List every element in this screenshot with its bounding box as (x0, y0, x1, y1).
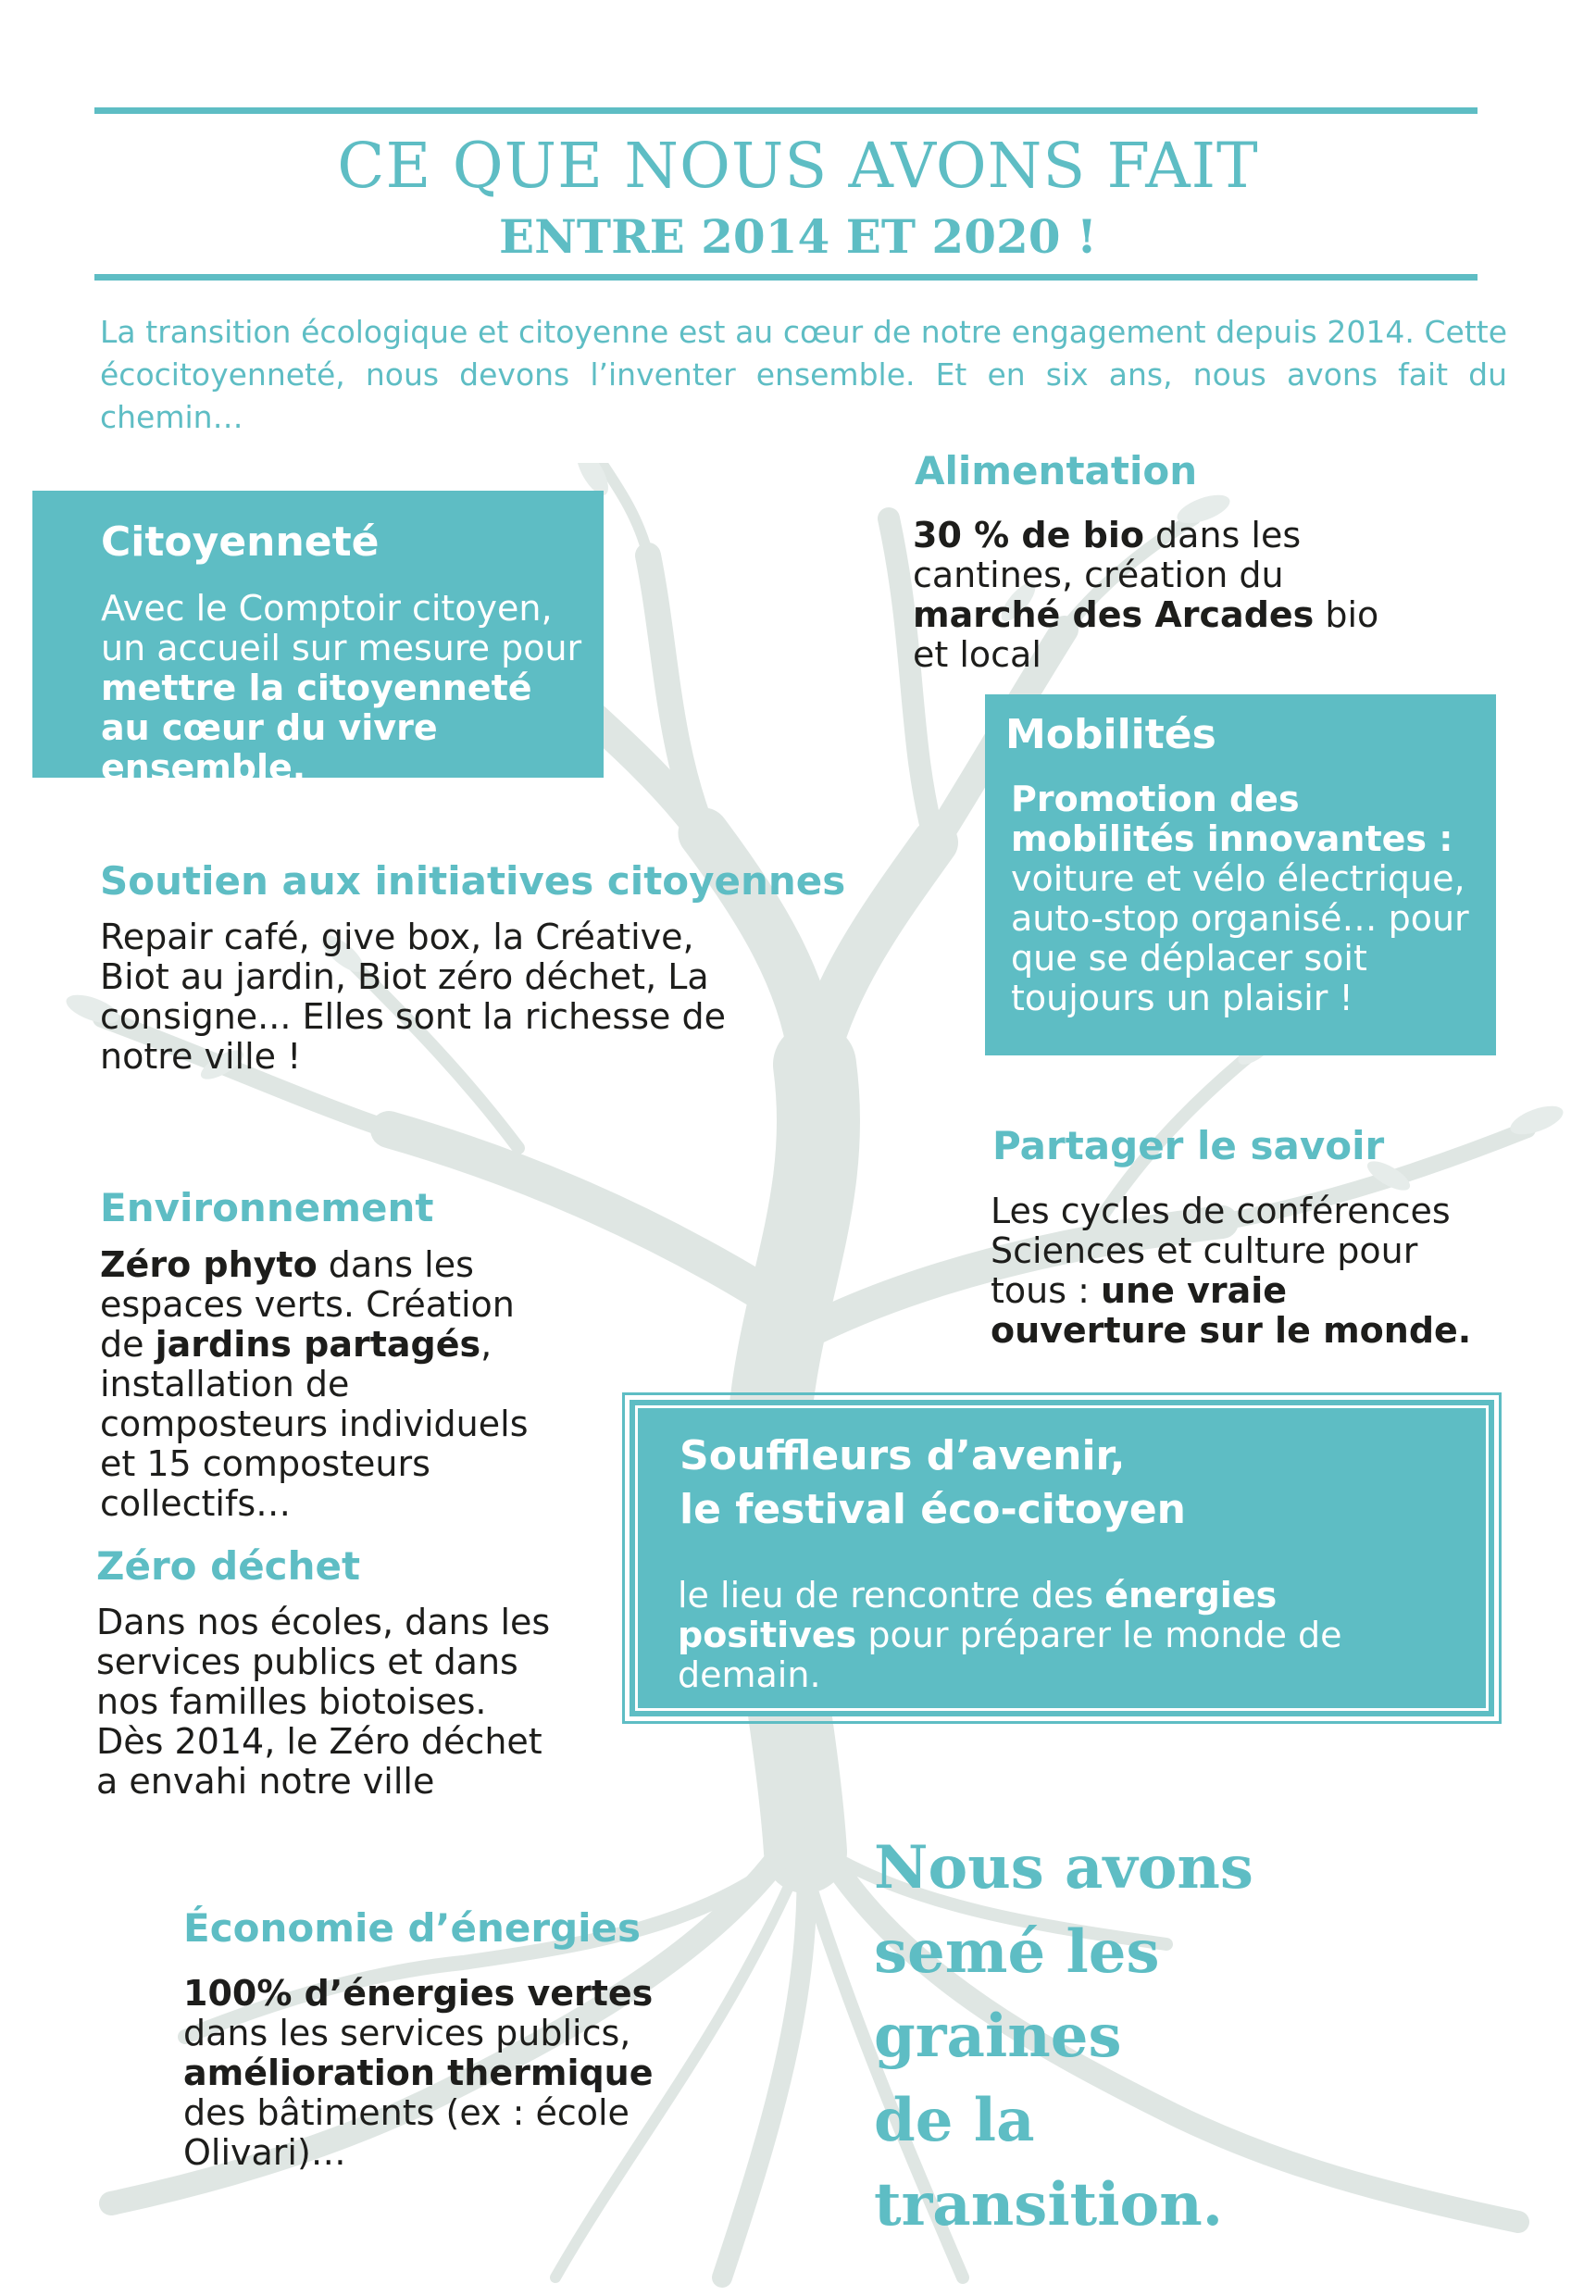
soutien-heading: Soutien aux initiatives citoyennes (100, 858, 846, 904)
page-subtitle: ENTRE 2014 ET 2020 ! (499, 209, 1097, 264)
citoyennete-heading: Citoyenneté (101, 518, 380, 566)
partager-text: Les cycles de conférences Sciences et culture pour tous : une vraie ouverture sur le monde. (991, 1191, 1472, 1351)
economie-text: 100% d’énergies vertes dans les services publics, amélioration thermique des bâtiments (ex : école Olivari)… (183, 1973, 654, 2173)
zero-dechet-heading: Zéro déchet (96, 1543, 361, 1589)
citoyennete-text: Avec le Comptoir citoyen, un accueil sur mesure pour mettre la citoyenneté au cœur du vivre ensemble. (101, 588, 582, 788)
economie-heading: Économie d’énergies (183, 1905, 642, 1951)
alimentation-heading: Alimentation (915, 448, 1198, 493)
slogan: Nous avons semé les graines de la transition. (874, 1833, 1253, 2240)
souffleurs-box (630, 1400, 1494, 1716)
soutien-text: Repair café, give box, la Créative, Biot au jardin, Biot zéro déchet, La consigne... Elles sont la richesse de notre ville ! (100, 917, 726, 1077)
partager-heading: Partager le savoir (992, 1123, 1385, 1168)
mobilites-text: Promotion des mobilités innovantes : voiture et vélo électrique, auto-stop organisé… pour que se déplacer soit toujours un plaisir ! (1011, 779, 1469, 1018)
souffleurs-heading: Souffleurs d’avenir, le festival éco-citoyen (680, 1432, 1186, 1533)
top-rule (94, 107, 1478, 114)
intro-text: La transition écologique et citoyenne est au cœur de notre engagement depuis 2014. Cette écocitoyenneté, nous devons l’inventer ensemble. Et en six ans, nous avons fait du chemin… (100, 314, 1507, 435)
mobilites-box (985, 694, 1496, 1055)
zero-dechet-text: Dans nos écoles, dans les services publics et dans nos familles biotoises. Dès 2014, le Zéro déchet a envahi notre ville (96, 1602, 551, 1802)
souffleurs-text: le lieu de rencontre des énergies positives pour préparer le monde de demain. (678, 1575, 1342, 1695)
page-title: CE QUE NOUS AVONS FAIT (337, 130, 1259, 202)
environnement-text: Zéro phyto dans les espaces verts. Création de jardins partagés, installation de composteurs individuels et 15 composteurs collectifs… (100, 1244, 529, 1524)
environnement-heading: Environnement (100, 1185, 434, 1230)
alimentation-text: 30 % de bio dans les cantines, création du marché des Arcades bio et local (913, 515, 1379, 675)
citoyennete-box (32, 491, 604, 788)
mobilites-heading: Mobilités (1005, 711, 1216, 758)
bottom-rule (94, 274, 1478, 281)
